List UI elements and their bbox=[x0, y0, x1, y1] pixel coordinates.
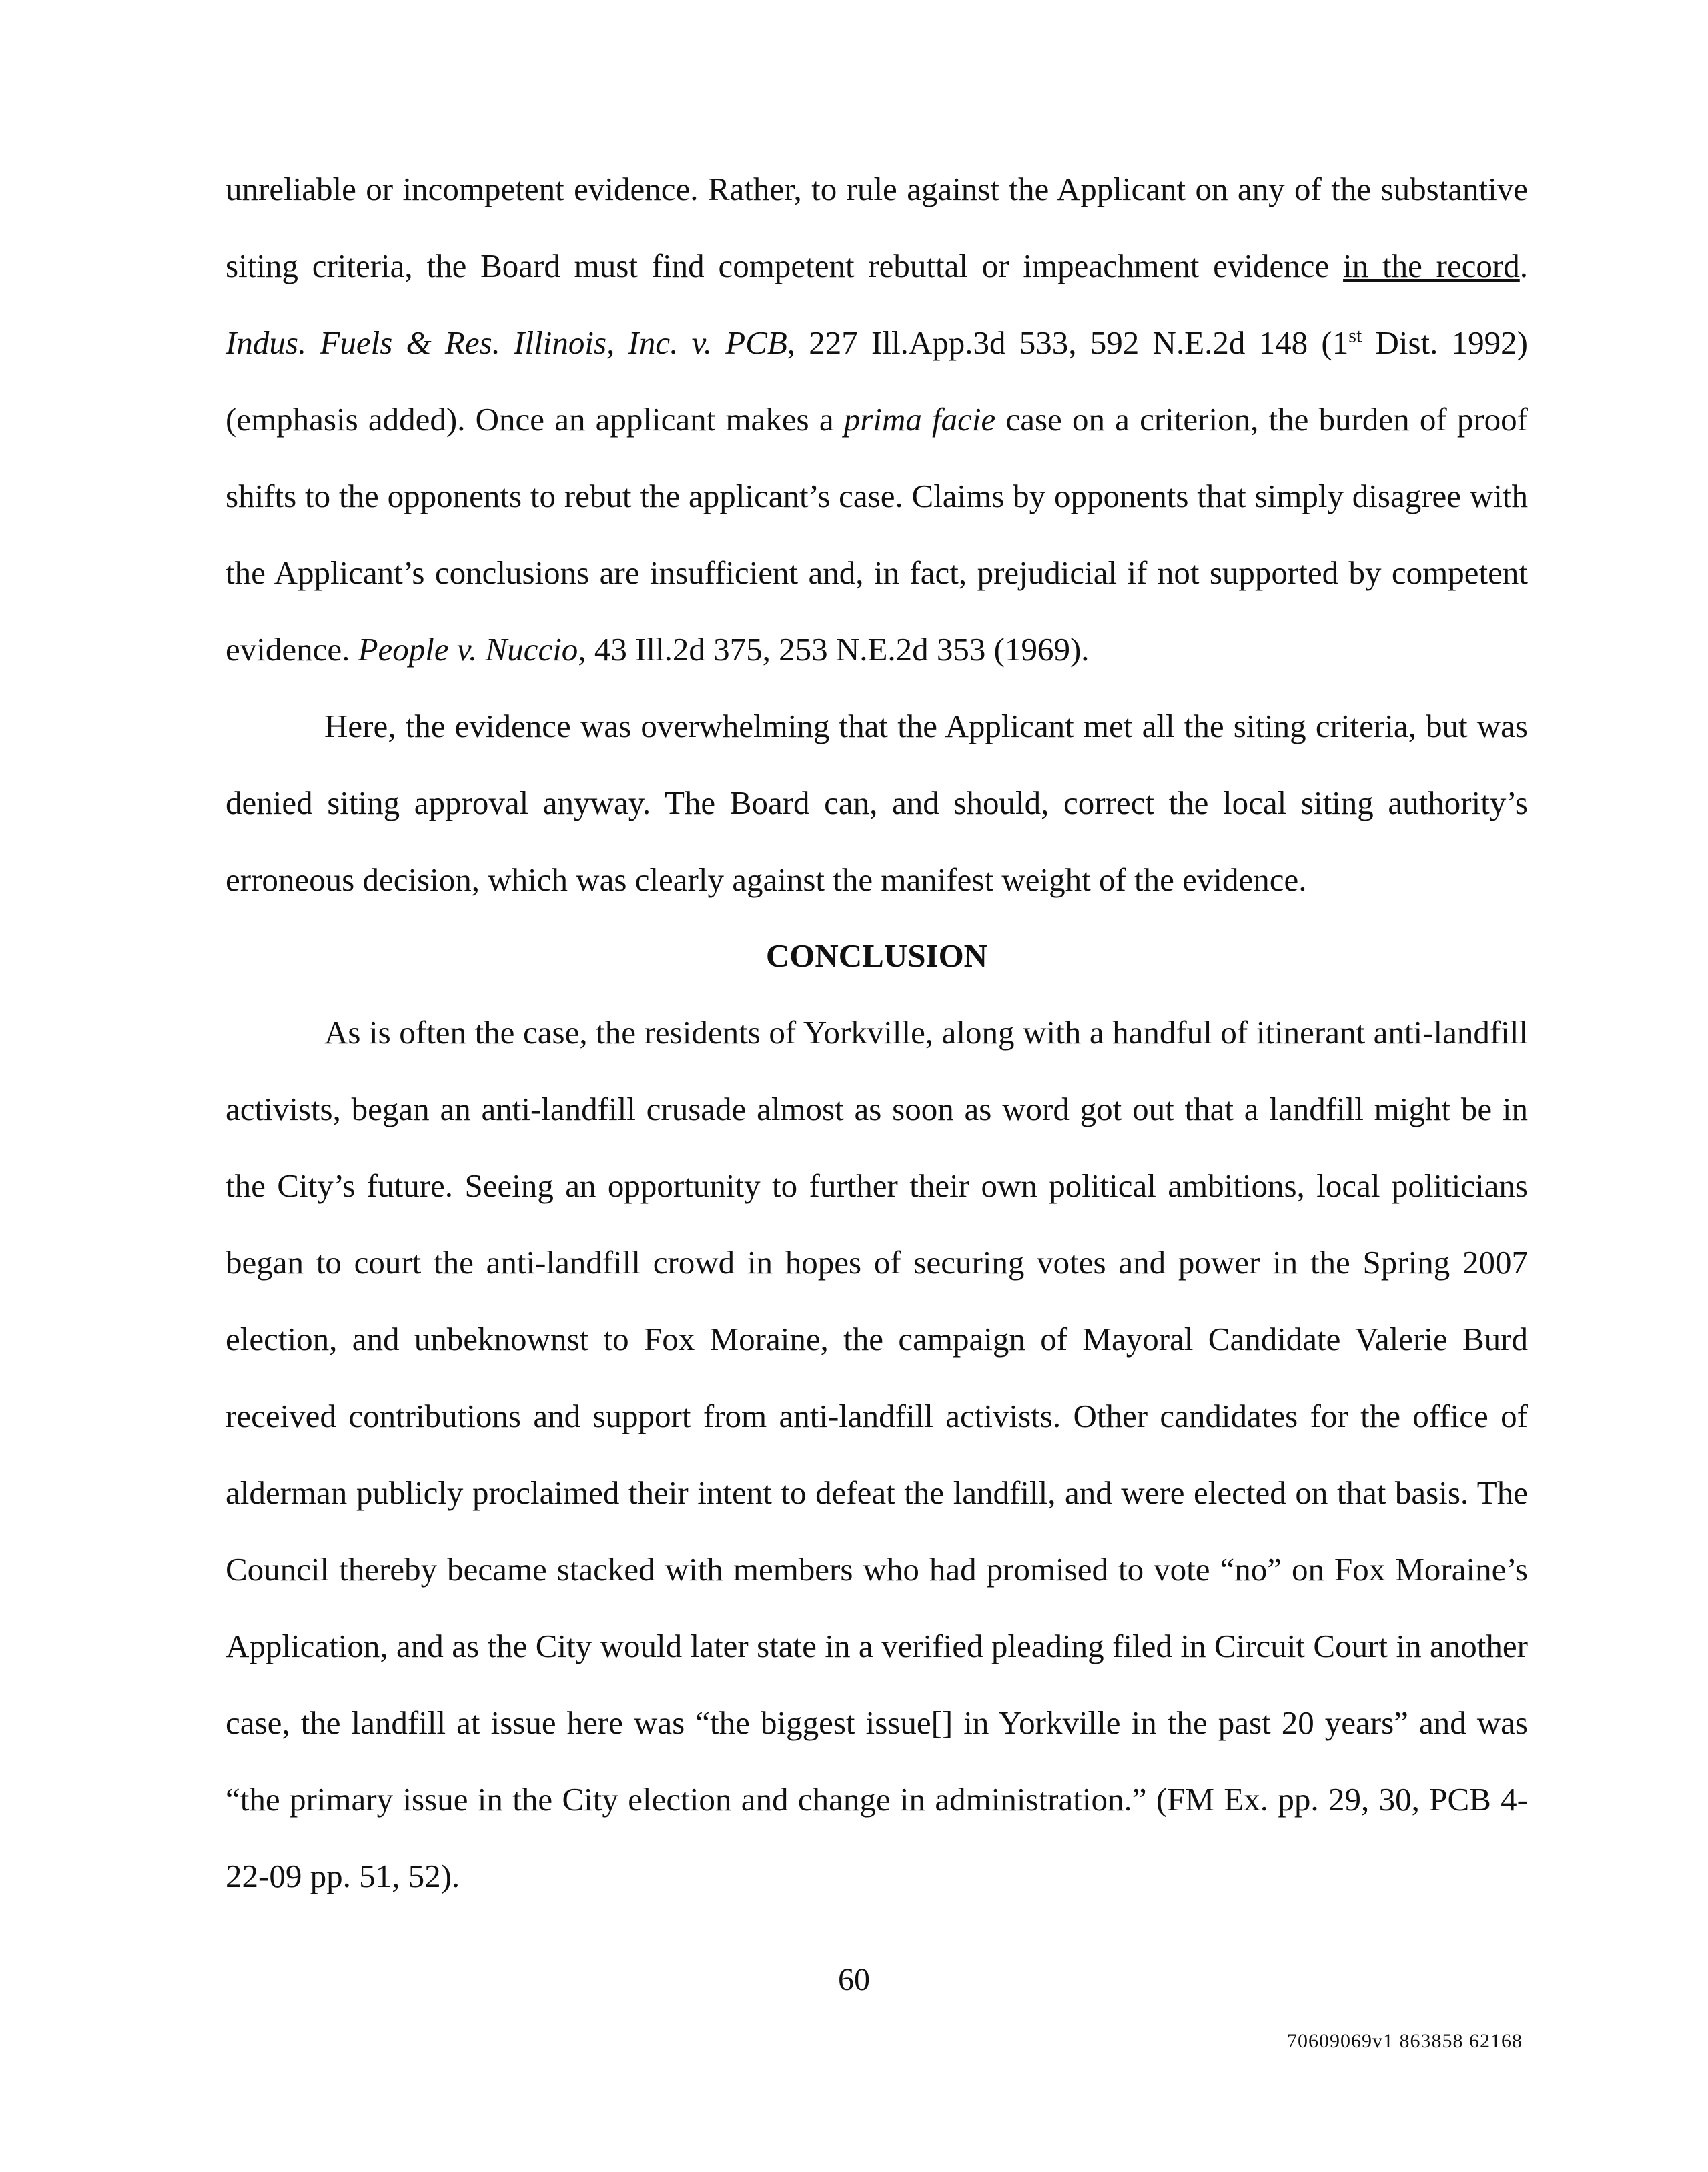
paragraph-overwhelming-evidence: Here, the evidence was overwhelming that the Applicant met all the siting criteria, but was denied siting approval anyway. The Board can, and should, correct the local siting authority’s erroneous decision, which was clearly against the manifest weight of the evidence. bbox=[226, 708, 1528, 898]
underlined-text: in the record bbox=[1343, 247, 1520, 284]
page-number: 60 bbox=[838, 1962, 870, 1997]
text-run: , 43 Ill.2d 375, 253 N.E.2d 353 (1969). bbox=[578, 631, 1090, 668]
case-citation: Indus. Fuels & Res. Illinois, Inc. v. PCB bbox=[226, 324, 787, 361]
document-id: 70609069v1 863858 62168 bbox=[1287, 2030, 1523, 2052]
body-text bbox=[226, 151, 1528, 1915]
text-run: case on a criterion, the burden of proof shifts to the opponents to rebut the applicant’s case. Claims by opponents that simply disagree with the Applicant’s conclusions are insufficient and, in fact, prejudicial if not supported by competent evidence. bbox=[226, 401, 1528, 668]
text-run: unreliable or incompetent evidence. Rather, to rule against the Applicant on any of the substantive siting criteria, the Board must find competent rebuttal or impeachment evidence bbox=[226, 171, 1528, 284]
text-run: , 227 Ill.App.3d 533, 592 N.E.2d 148 (1 bbox=[787, 324, 1349, 361]
ordinal-superscript: st bbox=[1348, 324, 1362, 347]
paragraph-evidence-standard bbox=[226, 151, 1528, 688]
latin-phrase: prima facie bbox=[843, 401, 996, 438]
paragraph-conclusion: As is often the case, the residents of Yorkville, along with a handful of itinerant anti-landfill activists, began an anti-landfill crusade almost as soon as word got out that a landfill might be in the City’s future. Seeing an opportunity to further their own political ambitions, local politicians began to court the anti-landfill crowd in hopes of securing votes and power in the Spring 2007 election, and unbeknownst to Fox Moraine, the campaign of Mayoral Candidate Valerie Burd received contributions and support from anti-landfill activists. Other candidates for the office of alderman publicly proclaimed their intent to defeat the landfill, and were elected on that basis. The Council thereby became stacked with members who had promised to vote “no” on Fox Moraine’s Application, and as the City would later state in a verified pleading filed in Circuit Court in another case, the landfill at issue here was “the biggest issue[] in Yorkville in the past 20 years” and was “the primary issue in the City election and change in administration.” (FM Ex. pp. 29, 30, PCB 4-22-09 pp. 51, 52). bbox=[226, 1014, 1528, 1894]
case-citation: People v. Nuccio bbox=[358, 631, 578, 668]
text-run: Dist. 1992)(emphasis added). Once an applicant makes a bbox=[226, 324, 1528, 438]
section-heading: CONCLUSION bbox=[765, 937, 988, 974]
text-run: . bbox=[1519, 247, 1529, 284]
